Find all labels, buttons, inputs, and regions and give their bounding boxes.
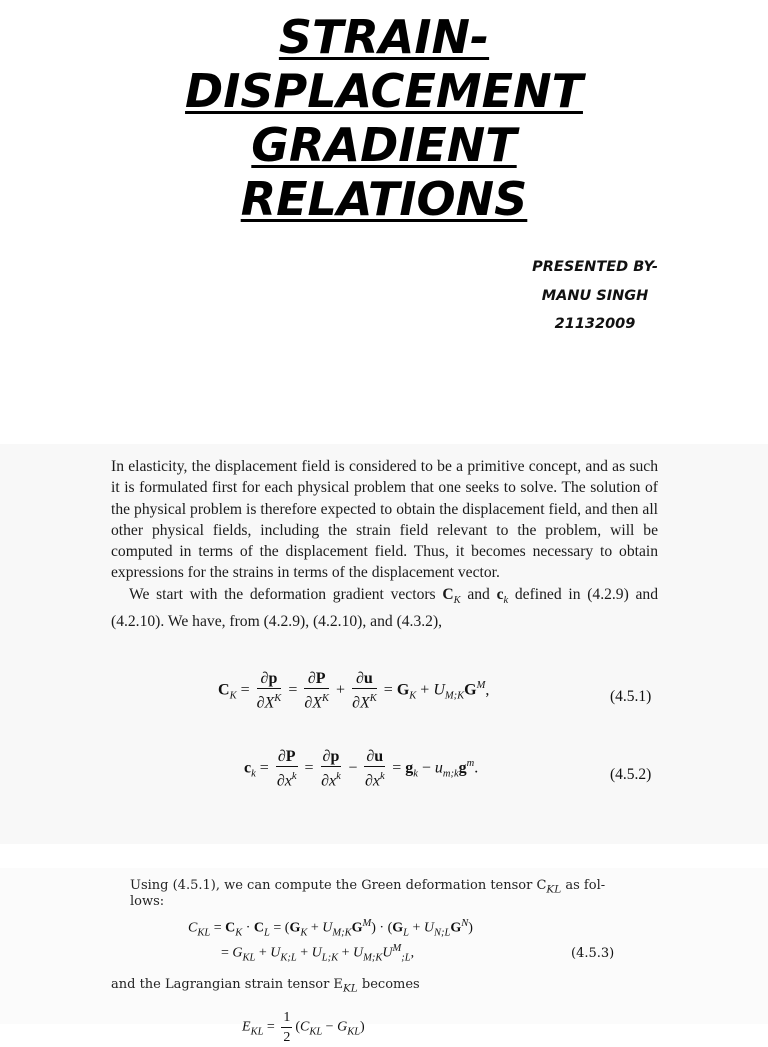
excerpt-paragraph-1: In elasticity, the displacement field is considered to be a primitive concept, and as such it is formulated first for each physical problem that one seeks to solve. The solution of the physical problem is therefore expected to obtain the displacement field, and then all other physical fields, including the strain field relevant to the problem, will be computed in terms of the displacement field. Thus, it becomes necessary to obtain expressions for the strains in terms of the displacement vector. [111,458,658,582]
equation-4-5-3-line-1: $C_{KL} = C_K \cdot C_L = (G_K + U_{M;K}G^M) \cdot (G_L + U_{N;L}G^N)$ [188,918,473,939]
title-line-2: DISPLACEMENT [185,64,583,118]
title-line-3: GRADIENT [251,118,517,172]
excerpt-paragraph-2: We start with the deformation gradient vectors $C_K$ and $c_k$ defined in (4.2.9) and (4.2.10). We have, from (4.2.9), (4.2.10), and (4.3.2), [111,585,659,631]
page-title [0,10,768,226]
textbook-excerpt-1 [0,444,768,844]
equation-4-5-1: $C_K$ = $\frac{\partial p}{\partial X^K}$ = $\frac{\partial P}{\partial X^K}$ + $\frac{\partial u}{\partial X^K}$ = $G_K + U_{M;K}G^M$, [218,670,490,712]
presenter-id: 21132009 [554,316,636,332]
excerpt2-line-2: lows: [130,894,165,909]
excerpt2-line-3: and the Lagrangian strain tensor $E_{KL}$ becomes [111,977,420,995]
title-line-1: STRAIN- [278,10,490,64]
presenter-name: MANU SINGH [541,287,649,304]
presented-by-label: PRESENTED BY- [532,259,658,275]
excerpt-text [111,456,658,632]
equation-number-4-5-3: (4.5.3) [571,946,615,961]
equation-4-5-4-partial: $E_{KL}$ = $\frac{1}{2}$ $(C_{KL} - G_{KL})$ [242,1010,365,1045]
presenter-block [500,256,690,342]
excerpt2-line-1: Using (4.5.1), we can compute the Green deformation tensor $C_{KL}$ as fol- [130,878,606,896]
equation-number-4-5-1: (4.5.1) [610,688,652,705]
textbook-excerpt-2 [0,868,768,1045]
title-line-4: RELATIONS [240,172,528,226]
equation-number-4-5-2: (4.5.2) [610,766,652,783]
equation-4-5-2: $c_k$ = $\frac{\partial P}{\partial x^k}$ = $\frac{\partial p}{\partial x^k}$ − $\frac{\partial u}{\partial x^k}$ = $g_k - u_{m;k}g^m$. [244,748,479,790]
equation-4-5-3-line-2: = $G_{KL} + U_{K;L} + U_{L;K} + U_{M;K}U^M_{;L}$, [221,943,415,964]
